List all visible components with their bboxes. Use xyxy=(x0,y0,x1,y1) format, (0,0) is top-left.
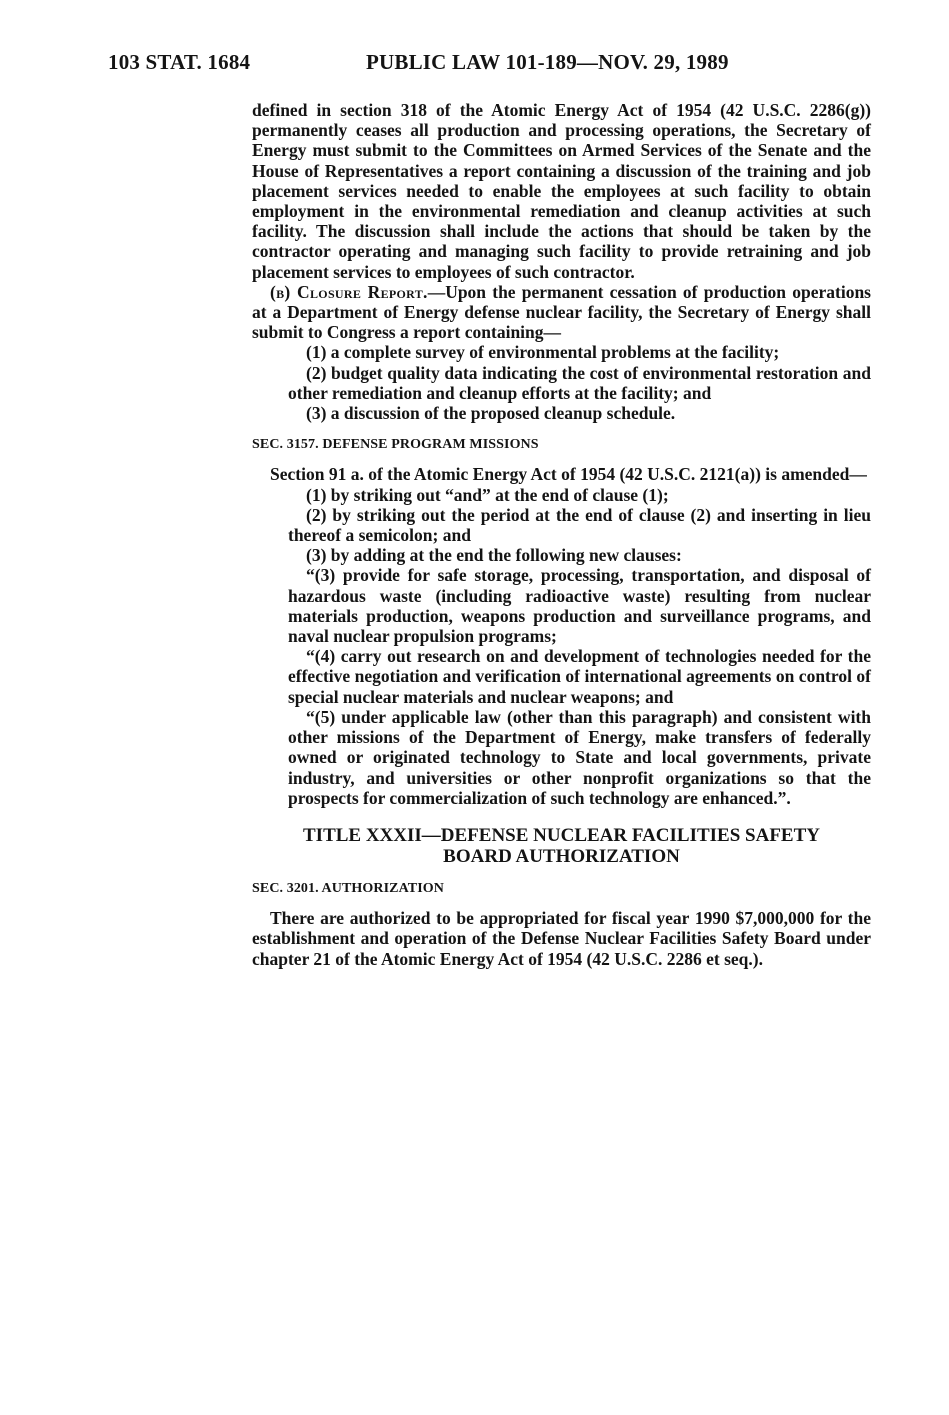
page-body xyxy=(252,100,871,969)
closure-report-text: —Upon the permanent cessation of production operations at a Department of Energy defense nuclear facility, the Secretary of Energy shall submit to Congress a report containing— xyxy=(252,281,871,343)
amendment-item: (1) by striking out “and” at the end of clause (1); xyxy=(306,484,669,505)
amendment-item: (2) by striking out the period at the end of clause (2) and inserting in lieu thereof a semicolon; and xyxy=(288,504,871,546)
running-head xyxy=(108,50,768,76)
amendment-item: (3) by adding at the end the following new clauses: xyxy=(306,545,682,566)
new-clause: “(5) under applicable law (other than this paragraph) and consistent with other missions of the Department of Energy, make transfers of federally owned or originated technology to State and local governments, private industry, and universities or other nonprofit organizations so that the prospects for commercialization of such technology are enhanced.”. xyxy=(288,706,871,808)
title-line: TITLE XXXII—DEFENSE NUCLEAR FACILITIES SAFETY xyxy=(303,824,820,846)
closure-report-paragraph xyxy=(252,282,871,343)
title-xxxii-heading xyxy=(252,825,871,867)
public-law-date: PUBLIC LAW 101-189—NOV. 29, 1989 xyxy=(366,50,729,74)
section-3157-intro: Section 91 a. of the Atomic Energy Act of 1954 (42 U.S.C. 2121(a)) is amended— xyxy=(270,464,867,485)
new-clause: “(3) provide for safe storage, processing, transportation, and disposal of hazardous waste (including radioactive waste) resulting from nuclear materials production, weapons production and surveillance programs, and naval nuclear propulsion programs; xyxy=(288,565,871,647)
section-3201-heading: SEC. 3201. AUTHORIZATION xyxy=(252,880,444,896)
closure-item: (1) a complete survey of environmental problems at the facility; xyxy=(306,342,780,363)
closure-item: (2) budget quality data indicating the cost of environmental restoration and other remediation and cleanup efforts at the facility; and xyxy=(288,362,871,403)
new-clause: “(4) carry out research on and development of technologies needed for the effective negotiation and verification of international agreements on control of special nuclear materials and nuclear weapons; and xyxy=(288,646,871,707)
title-line: BOARD AUTHORIZATION xyxy=(443,845,680,867)
stat-reference: 103 STAT. 1684 xyxy=(108,50,251,74)
section-3201-text: There are authorized to be appropriated for fiscal year 1990 $7,000,000 for the establishment and operation of the Defense Nuclear Facilities Safety Board under chapter 21 of the Atomic Energy Act of 1954 (42 U.S.C. 2286 et seq.). xyxy=(252,908,871,969)
section-3157-heading: SEC. 3157. DEFENSE PROGRAM MISSIONS xyxy=(252,437,539,453)
closure-item: (3) a discussion of the proposed cleanup schedule. xyxy=(306,403,676,424)
closure-report-label: (b) Closure Report. xyxy=(270,281,428,302)
paragraph-continuation: defined in section 318 of the Atomic Energy Act of 1954 (42 U.S.C. 2286(g)) permanently ceases all production and processing operations, the Secretary of Energy must submit to the Committees on Armed Services of the Senate and the House of Representatives a report containing a discussion of the training and job placement services needed to enable the employees at such facility to obtain employment in the environmental remediation and cleanup activities at such facility. The discussion shall include the actions that should be taken by the contractor operating and managing such facility to provide retraining and job placement services to employees of such contractor. xyxy=(252,100,871,282)
